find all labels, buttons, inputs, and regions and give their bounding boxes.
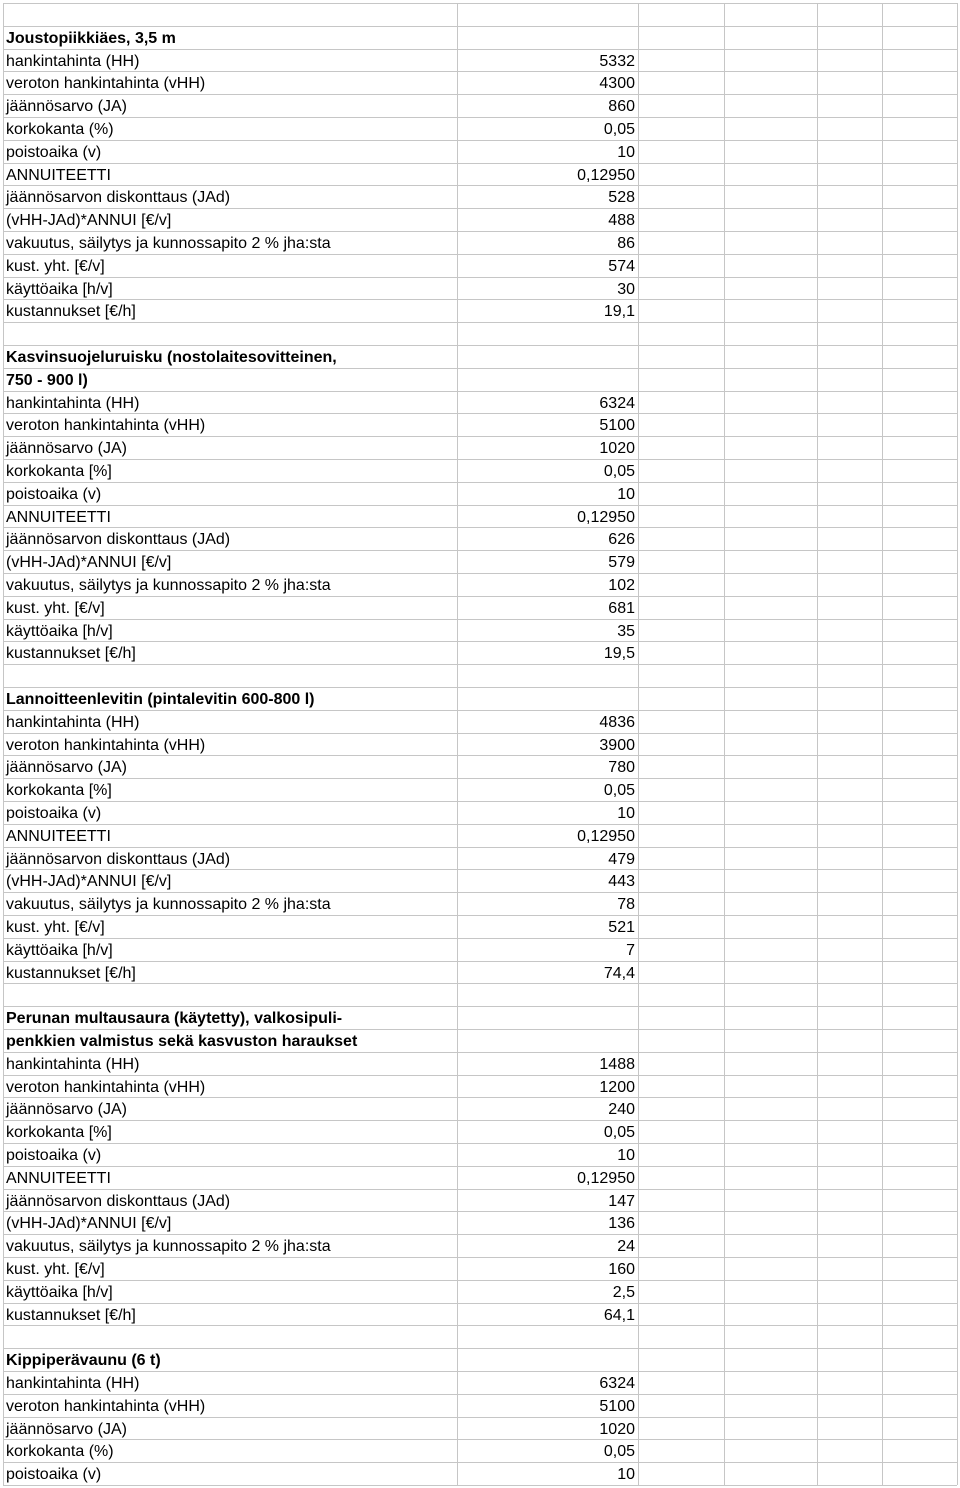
section-title: Kippiperävaunu (6 t)	[6, 1352, 161, 1370]
row-value: 7	[626, 941, 635, 959]
row-label: kustannukset [€/h]	[6, 303, 136, 321]
row-label: ANNUITEETTI	[6, 827, 111, 845]
row-label: poistoaika (v)	[6, 485, 102, 503]
row-label: jäännösarvo (JA)	[6, 1420, 127, 1438]
row-label: ANNUITEETTI	[6, 166, 111, 184]
row-label: kust. yht. [€/v]	[6, 599, 105, 617]
row-label: hankintahinta (HH)	[6, 52, 140, 70]
section-title: 750 - 900 l)	[6, 371, 88, 389]
section-title: Kasvinsuojeluruisku (nostolaitesovitteinen,	[6, 349, 337, 366]
row-label: korkokanta (%)	[6, 121, 114, 138]
row-value: 10	[617, 805, 635, 822]
row-value: 0,05	[603, 121, 635, 138]
row-label: vakuutus, säilytys ja kunnossapito 2 % jha:sta	[6, 577, 331, 594]
row-value: 4836	[599, 713, 635, 731]
row-value: 0,05	[603, 1124, 635, 1142]
row-label: veroton hankintahinta (vHH)	[6, 417, 206, 435]
row-value: 6324	[599, 394, 635, 412]
row-label: jäännösarvo (JA)	[6, 440, 127, 458]
row-label: vakuutus, säilytys ja kunnossapito 2 % jha:sta	[6, 235, 331, 252]
row-label: käyttöaika [h/v]	[6, 280, 113, 298]
row-label: veroton hankintahinta (vHH)	[6, 1078, 206, 1096]
row-label: poistoaika (v)	[6, 805, 102, 822]
row-value: 10	[617, 143, 635, 161]
row-value: 35	[617, 622, 635, 640]
row-value: 0,05	[603, 1443, 635, 1461]
row-label: korkokanta [%]	[6, 463, 112, 480]
row-value: 0,12950	[577, 1169, 635, 1187]
row-label: poistoaika (v)	[6, 143, 102, 161]
row-label: käyttöaika [h/v]	[6, 1283, 113, 1301]
row-label: jäännösarvon diskonttaus (JAd)	[6, 189, 231, 207]
row-label: jäännösarvo (JA)	[6, 759, 127, 777]
row-label: käyttöaika [h/v]	[6, 622, 113, 640]
row-value: 0,12950	[577, 827, 635, 845]
row-value: 528	[608, 189, 635, 207]
row-label: poistoaika (v)	[6, 1147, 102, 1164]
row-value: 0,05	[603, 782, 635, 800]
row-value: 136	[608, 1215, 635, 1233]
section-title: Lannoitteenlevitin (pintalevitin 600-800 l)	[6, 691, 315, 708]
row-value: 86	[617, 235, 635, 252]
row-value: 19,5	[603, 645, 635, 663]
row-label: jäännösarvon diskonttaus (JAd)	[6, 850, 231, 868]
row-value: 24	[617, 1238, 635, 1256]
row-label: veroton hankintahinta (vHH)	[6, 736, 206, 754]
row-value: 0,12950	[577, 166, 635, 184]
row-value: 4300	[599, 75, 635, 93]
row-value: 1020	[599, 1420, 635, 1438]
row-value: 10	[617, 1147, 635, 1164]
row-value: 5332	[599, 52, 635, 70]
row-value: 160	[608, 1261, 635, 1278]
row-label: poistoaika (v)	[6, 1466, 102, 1484]
row-value: 0,12950	[577, 508, 635, 526]
row-value: 626	[608, 531, 635, 549]
row-value: 521	[608, 919, 635, 936]
row-value: 5100	[599, 417, 635, 435]
row-value: 574	[608, 257, 635, 275]
row-label: veroton hankintahinta (vHH)	[6, 75, 206, 93]
row-label: (vHH-JAd)*ANNUI [€/v]	[6, 873, 172, 891]
row-value: 479	[608, 850, 635, 868]
row-label: hankintahinta (HH)	[6, 1375, 140, 1392]
row-label: (vHH-JAd)*ANNUI [€/v]	[6, 554, 172, 572]
section-title: penkkien valmistus sekä kasvuston haraukset	[6, 1033, 358, 1050]
row-value: 30	[617, 280, 635, 298]
row-value: 19,1	[603, 303, 635, 321]
row-label: ANNUITEETTI	[6, 508, 111, 526]
row-value: 579	[608, 554, 635, 572]
section-title: Perunan multausaura (käytetty), valkosipuli-	[6, 1010, 343, 1028]
row-value: 64,1	[603, 1306, 635, 1324]
row-label: hankintahinta (HH)	[6, 394, 140, 412]
row-label: jäännösarvo (JA)	[6, 98, 127, 116]
row-label: kust. yht. [€/v]	[6, 919, 105, 936]
row-value: 2,5	[612, 1283, 635, 1301]
row-value: 1020	[599, 440, 635, 458]
row-label: kustannukset [€/h]	[6, 964, 136, 982]
row-label: kust. yht. [€/v]	[6, 257, 105, 275]
row-value: 147	[608, 1192, 635, 1210]
row-label: jäännösarvon diskonttaus (JAd)	[6, 1192, 231, 1210]
row-value: 780	[608, 759, 635, 777]
row-label: hankintahinta (HH)	[6, 713, 140, 731]
row-value: 10	[617, 1466, 635, 1484]
row-label: jäännösarvo (JA)	[6, 1101, 127, 1119]
row-value: 240	[608, 1101, 635, 1119]
row-value: 6324	[599, 1375, 635, 1392]
row-label: ANNUITEETTI	[6, 1169, 111, 1187]
row-value: 488	[608, 212, 635, 230]
row-label: hankintahinta (HH)	[6, 1055, 140, 1073]
row-value: 74,4	[603, 964, 635, 982]
row-value: 78	[617, 896, 635, 914]
row-value: 443	[608, 873, 635, 891]
row-value: 1200	[599, 1078, 635, 1096]
section-title: Joustopiikkiäes, 3,5 m	[6, 29, 176, 47]
row-label: korkokanta [%]	[6, 782, 112, 800]
row-label: korkokanta (%)	[6, 1443, 114, 1461]
row-value: 681	[608, 599, 635, 617]
row-label: käyttöaika [h/v]	[6, 941, 113, 959]
row-label: korkokanta [%]	[6, 1124, 112, 1142]
row-label: kustannukset [€/h]	[6, 645, 136, 663]
row-label: kust. yht. [€/v]	[6, 1261, 105, 1278]
row-value: 0,05	[603, 463, 635, 480]
row-value: 860	[608, 98, 635, 116]
row-label: vakuutus, säilytys ja kunnossapito 2 % jha:sta	[6, 1238, 331, 1256]
row-label: veroton hankintahinta (vHH)	[6, 1397, 206, 1415]
row-label: kustannukset [€/h]	[6, 1306, 136, 1324]
row-value: 3900	[599, 736, 635, 754]
row-value: 102	[608, 577, 635, 594]
row-label: (vHH-JAd)*ANNUI [€/v]	[6, 1215, 172, 1233]
row-value: 5100	[599, 1397, 635, 1415]
row-label: jäännösarvon diskonttaus (JAd)	[6, 531, 231, 549]
row-label: vakuutus, säilytys ja kunnossapito 2 % jha:sta	[6, 896, 331, 914]
row-value: 10	[617, 485, 635, 503]
row-label: (vHH-JAd)*ANNUI [€/v]	[6, 212, 172, 230]
row-value: 1488	[599, 1055, 635, 1073]
